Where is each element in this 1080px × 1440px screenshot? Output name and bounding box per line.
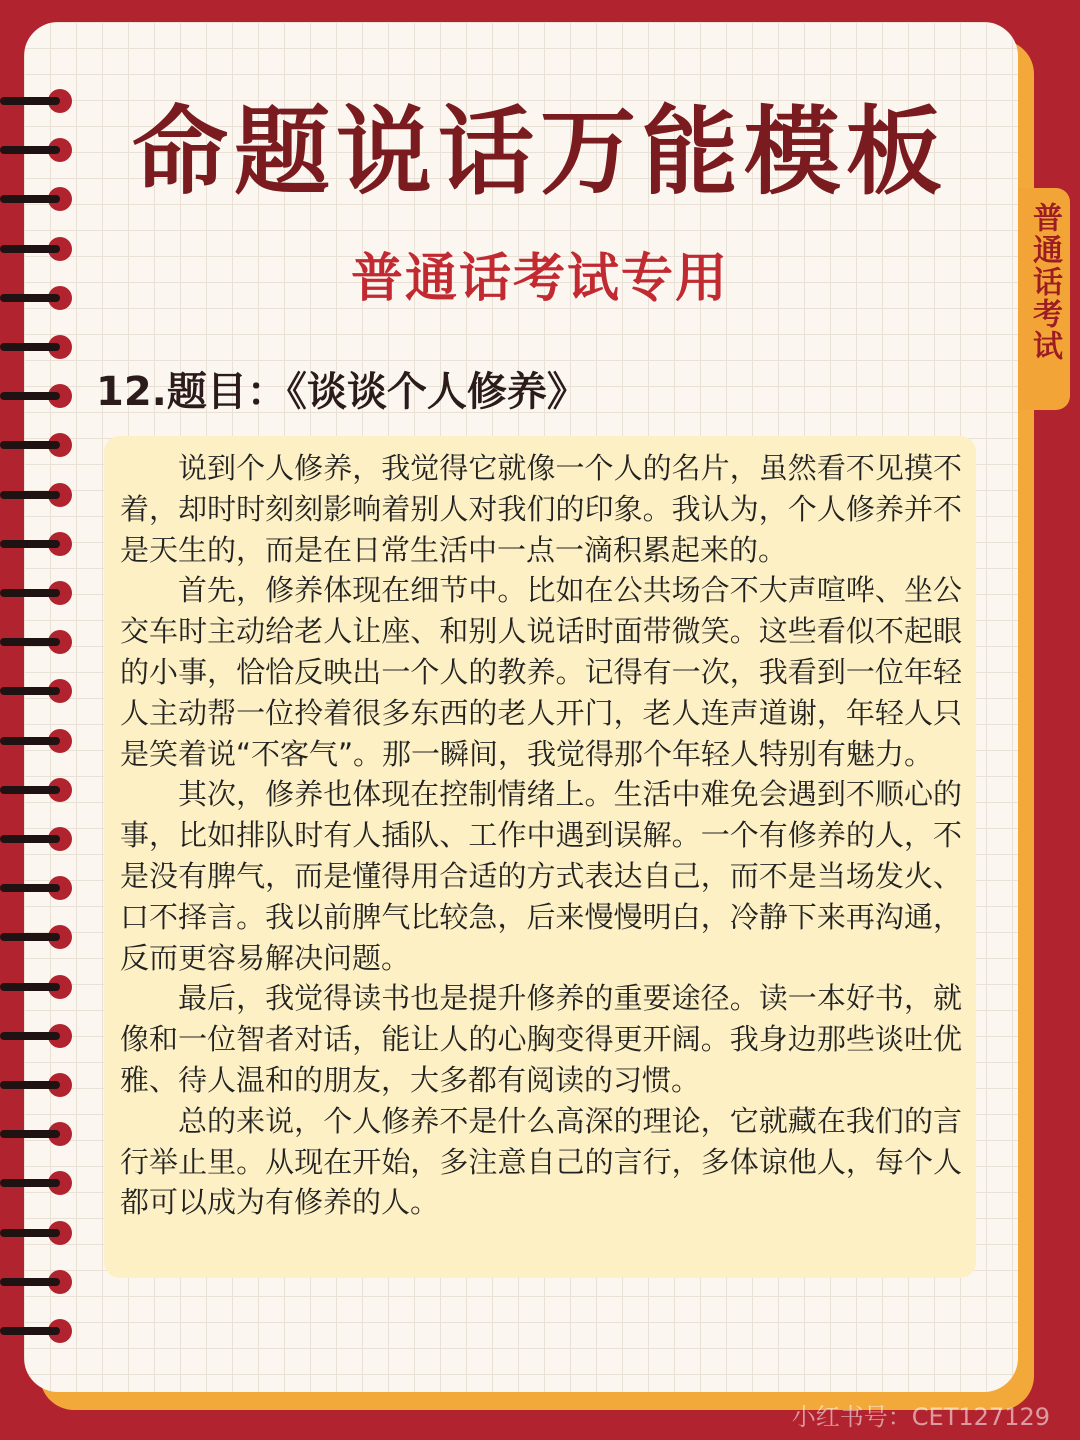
- essay-paragraph: 最后，我觉得读书也是提升修养的重要途径。读一本好书，就像和一位智者对话，能让人的心胸变得更开阔。我身边那些谈吐优雅、待人温和的朋友，大多都有阅读的习惯。: [120, 981, 962, 1097]
- essay-paragraph: 首先，修养体现在细节中。比如在公共场合不大声喧哗、坐公交车时主动给老人让座、和别人说话时面带微笑。这些看似不起眼的小事，恰恰反映出一个人的教养。记得有一次，我看到一位年轻人主动帮一位拎着很多东西的老人开门，老人连声道谢，年轻人只是笑着说“不客气”。那一瞬间，我觉得那个年轻人特别有魅力。: [120, 573, 962, 771]
- spiral-ring: [0, 430, 80, 460]
- spiral-ring: [0, 1070, 80, 1100]
- topic-heading: 12.题目：《谈谈个人修养》: [96, 369, 587, 415]
- page-subtitle: 普通话考试专用: [350, 249, 729, 309]
- spiral-ring: [0, 972, 80, 1002]
- spiral-ring: [0, 676, 80, 706]
- spiral-binding: [0, 0, 80, 1440]
- spiral-ring: [0, 578, 80, 608]
- essay-box: [104, 436, 976, 1278]
- page-title: 命题说话万能模板: [132, 95, 948, 208]
- spiral-ring: [0, 726, 80, 756]
- spiral-ring: [0, 480, 80, 510]
- essay-paragraph: 总的来说，个人修养不是什么高深的理论，它就藏在我们的言行举止里。从现在开始，多注意自己的言行，多体谅他人，每个人都可以成为有修养的人。: [120, 1103, 962, 1220]
- spiral-ring: [0, 922, 80, 952]
- essay-paragraph: 说到个人修养，我觉得它就像一个人的名片，虽然看不见摸不着，却时时刻刻影响着别人对我们的印象。我认为，个人修养并不是天生的，而是在日常生活中一点一滴积累起来的。: [120, 451, 962, 567]
- spiral-ring: [0, 1168, 80, 1198]
- spiral-ring: [0, 529, 80, 559]
- spiral-ring: [0, 1119, 80, 1149]
- watermark: 小红书号：CET127129: [791, 1403, 1050, 1431]
- spiral-ring: [0, 1021, 80, 1051]
- side-tab-label: 普通话考试: [1027, 202, 1062, 362]
- spiral-ring: [0, 775, 80, 805]
- spiral-ring: [0, 1316, 80, 1346]
- spiral-ring: [0, 873, 80, 903]
- essay-paragraph: 其次，修养也体现在控制情绪上。生活中难免会遇到不顺心的事，比如排队时有人插队、工作中遇到误解。一个有修养的人，不是没有脾气，而是懂得用合适的方式表达自己，而不是当场发火、口不择言。我以前脾气比较急，后来慢慢明白，冷静下来再沟通，反而更容易解决问题。: [120, 777, 962, 975]
- spiral-ring: [0, 627, 80, 657]
- spiral-ring: [0, 1267, 80, 1297]
- spiral-ring: [0, 381, 80, 411]
- spiral-ring: [0, 1218, 80, 1248]
- spiral-ring: [0, 332, 80, 362]
- spiral-ring: [0, 824, 80, 854]
